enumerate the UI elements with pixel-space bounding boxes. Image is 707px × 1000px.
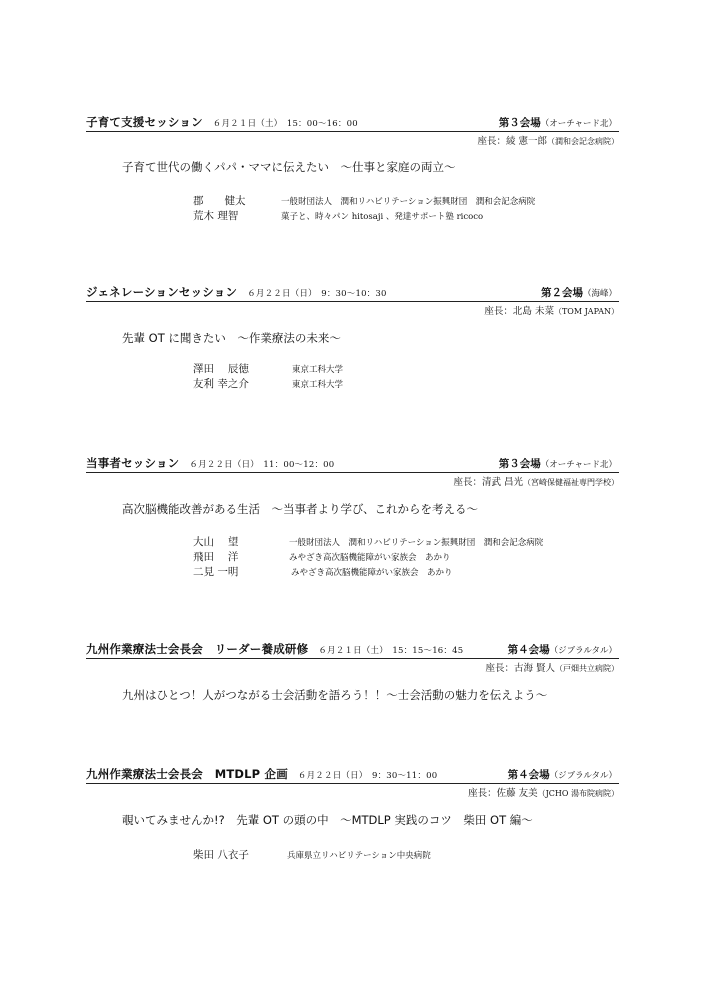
speaker-list [193, 534, 543, 579]
session-theme: 先輩 OT に聞きたい ～作業療法の未来～ [122, 331, 341, 345]
speaker-row [193, 208, 535, 223]
session-header [86, 286, 619, 302]
session-venue: 第４会場（ジブラルタル） [507, 644, 617, 656]
speaker-row [193, 376, 343, 391]
speaker-list [193, 193, 535, 223]
session-title: 当事者セッション ６月２２日（日） 11：00～12：00 [86, 456, 335, 470]
session-venue: 第３会場（オーチャード北） [498, 117, 617, 129]
session-date: ６月２２日（日） 9：30～11：00 [297, 771, 438, 781]
session-venue: 第２会場（海峰） [540, 287, 617, 299]
speaker-affiliation: みやざき高次脳機能障がい家族会 あかり [291, 567, 453, 578]
session-title: ジェネレーションセッション ６月２２日（日） 9：30～10：30 [86, 285, 387, 299]
session-theme: 九州はひとつ！人がつながる士会活動を語ろう！！～士会活動の魅力を伝えよう～ [122, 688, 548, 702]
speaker-list [193, 361, 343, 391]
speaker-list [193, 847, 431, 862]
speaker-name: 大山 望 [193, 536, 239, 548]
session-chair: 座長：清武 昌光（宮崎保健福祉専門学校） [453, 477, 619, 488]
speaker-name: 友利 幸之介 [193, 378, 249, 390]
speaker-name: 澤田 辰徳 [193, 363, 249, 375]
speaker-name: 荒木 理智 [193, 210, 239, 222]
speaker-name: 二見 一明 [193, 566, 239, 578]
speaker-row [193, 564, 543, 579]
session-theme: 高次脳機能改善がある生活 ～当事者より学び、これからを考える～ [122, 502, 479, 516]
session-date: ６月２２日（日） 11：00～12：00 [189, 460, 335, 470]
speaker-affiliation: 菓子と、時々パン hitosaji 、発達サポート塾 ricoco [281, 211, 484, 222]
speaker-row [193, 549, 543, 564]
session-chair: 座長：綾 憲一郎（潤和会記念病院） [477, 136, 619, 147]
speaker-affiliation: 一般財団法人 潤和リハビリテーション振興財団 潤和会記念病院 [281, 196, 536, 207]
speaker-affiliation: 東京工科大学 [292, 364, 344, 375]
session-date: ６月２１日（土） 15：00～16：00 [212, 119, 358, 129]
session-title: 九州作業療法士会長会 MTDLP 企画 ６月２２日（日） 9：30～11：00 [86, 767, 438, 781]
session-theme: 子育て世代の働くパパ・ママに伝えたい ～仕事と家庭の両立～ [122, 160, 456, 174]
session-chair: 座長：北島 未菜（TOM JAPAN） [484, 306, 619, 317]
speaker-name: 飛田 洋 [193, 551, 239, 563]
speaker-row [193, 847, 431, 862]
session-chair: 座長：古海 賢人（戸畑共立病院） [485, 663, 619, 674]
speaker-row [193, 534, 543, 549]
session-header [86, 643, 619, 659]
session-title: 子育て支援セッション ６月２１日（土） 15：00～16：00 [86, 115, 358, 129]
speaker-row [193, 361, 343, 376]
session-venue: 第３会場（オーチャード北） [498, 458, 617, 470]
session-header [86, 768, 619, 784]
speaker-affiliation: 兵庫県立リハビリテーション中央病院 [287, 850, 431, 861]
session-date: ６月２１日（土） 15：15～16：45 [318, 646, 464, 656]
speaker-row [193, 193, 535, 208]
session-theme: 覗いてみませんか!? 先輩 OT の頭の中 ～MTDLP 実践のコツ 柴田 OT 編～ [122, 813, 533, 827]
speaker-name: 柴田 八衣子 [193, 849, 249, 861]
speaker-affiliation: 東京工科大学 [292, 379, 344, 390]
session-chair: 座長：佐藤 友美（JCHO 湯布院病院） [468, 788, 619, 799]
session-header [86, 457, 619, 473]
speaker-name: 郡 健太 [193, 195, 246, 207]
speaker-affiliation: みやざき高次脳機能障がい家族会 あかり [289, 552, 451, 563]
session-date: ６月２２日（日） 9：30～10：30 [247, 289, 387, 299]
speaker-affiliation: 一般財団法人 潤和リハビリテーション振興財団 潤和会記念病院 [289, 537, 544, 548]
session-title: 九州作業療法士会長会 リーダー養成研修 ６月２１日（土） 15：15～16：45 [86, 642, 464, 656]
session-venue: 第４会場（ジブラルタル） [507, 769, 617, 781]
session-header [86, 116, 619, 132]
